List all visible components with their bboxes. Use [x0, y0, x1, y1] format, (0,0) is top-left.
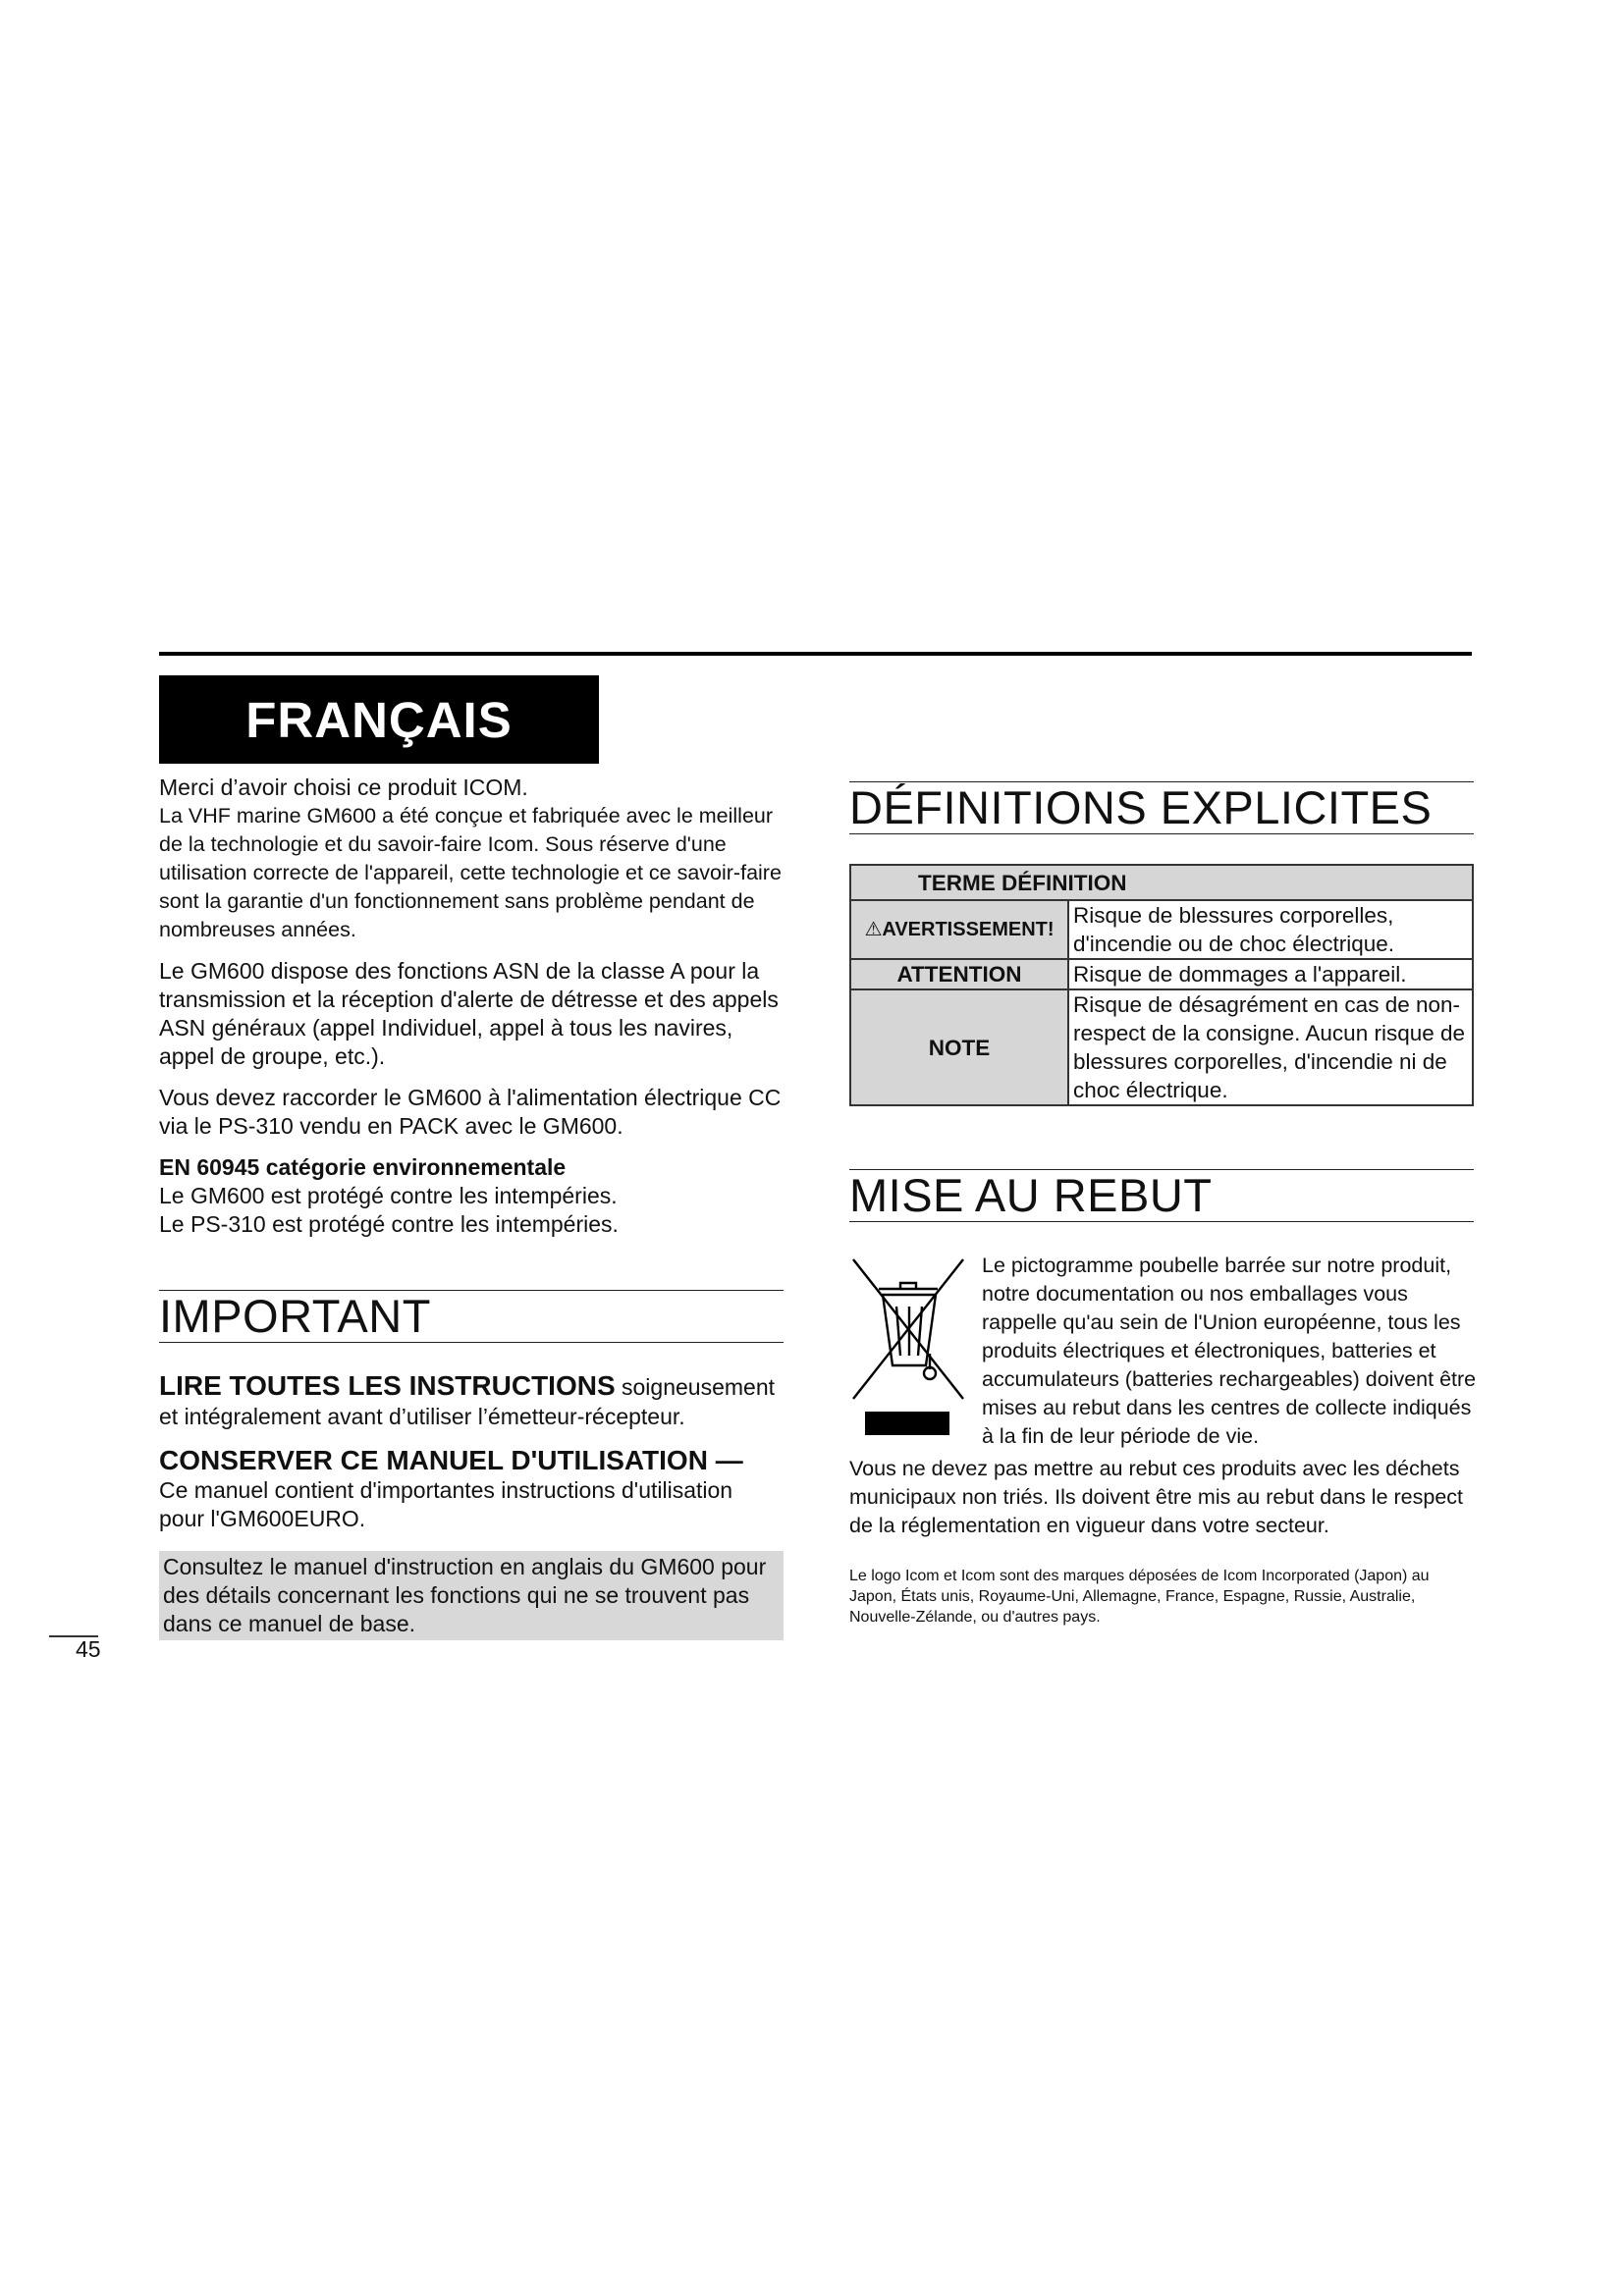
disposal-block [849, 1252, 1477, 1458]
term-warning: ⚠AVERTISSEMENT! [850, 900, 1068, 959]
table-row [850, 959, 1473, 989]
environment-title: EN 60945 catégorie environnementale [159, 1154, 567, 1180]
disposal-text: Le pictogramme poubelle barrée sur notre produit, notre documentation ou nos emballages vous rappelle qu'au sein de l'Union européenne, tous les produits électriques et électroniques, batteries et accumulateurs (batteries rechargeables) doivent être mises au rebut dans les centres de collecte indiqués à la fin de leur période de vie. [982, 1254, 1477, 1448]
crossed-out-wheelie-bin-icon [849, 1252, 967, 1409]
english-manual-note: Consultez le manuel d'instruction en anglais du GM600 pour des détails concernant les fonctions qui ne se trouvent pas dans ce manuel de base. [159, 1551, 784, 1640]
term-caution: ATTENTION [850, 959, 1068, 989]
read-instructions-inline: soigneusement [615, 1374, 776, 1400]
left-column [159, 774, 784, 1640]
keep-manual-text: Ce manuel contient d'importantes instructions d'utilisation pour l'GM600EURO. [159, 1477, 733, 1531]
environment-line-2: Le PS-310 est protégé contre les intempéries. [159, 1211, 619, 1237]
definitions-heading: DÉFINITIONS EXPLICITES [849, 781, 1474, 834]
read-instructions-title: LIRE TOUTES LES INSTRUCTIONS [159, 1370, 616, 1401]
disposal-text-continued: Vous ne devez pas mettre au rebut ces produits avec les déchets municipaux non triés. Ils doivent être mis au rebut dans le respect de la réglementation en vigueur dans votre secteur. [849, 1457, 1464, 1537]
intro-paragraph-1 [159, 774, 784, 944]
environment-section [159, 1153, 784, 1239]
top-rule [159, 652, 1472, 656]
definitions-table-header-row [850, 865, 1473, 900]
intro-description: La VHF marine GM600 a été conçue et fabriquée avec le meilleur de la technologie et du savoir-faire Icom. Sous réserve d'une utilisation correcte de l'appareil, cette technologie et ce savoir-faire sont la garantie d'un fonctionnement sans problème pendant de nombreuses années. [159, 804, 782, 941]
right-column [849, 781, 1477, 1628]
page-number: 45 [76, 1636, 101, 1662]
definition-warning: Risque de blessures corporelles, d'incendie ou de choc électrique. [1068, 900, 1473, 959]
keep-manual-title: CONSERVER CE MANUEL D'UTILISATION [159, 1445, 708, 1475]
environment-line-1: Le GM600 est protégé contre les intempéries. [159, 1183, 618, 1208]
intro-greeting: Merci d’avoir choisi ce produit ICOM. [159, 774, 528, 800]
intro-paragraph-2: Le GM600 dispose des fonctions ASN de la classe A pour la transmission et la réception d'alerte de détresse et des appels ASN généraux (appel Individuel, appel à tous les navires, appel de groupe, etc.). [159, 958, 779, 1069]
definition-caution: Risque de dommages a l'appareil. [1068, 959, 1473, 989]
read-instructions [159, 1370, 784, 1403]
language-banner: FRANÇAIS [159, 675, 599, 764]
disposal-heading: MISE AU REBUT [849, 1169, 1474, 1222]
definitions-table [849, 864, 1474, 1106]
definition-note: Risque de désagrément en cas de non-respect de la consigne. Aucun risque de blessures corporelles, d'incendie ni de choc électrique. [1068, 989, 1473, 1105]
trademark-notice: Le logo Icom et Icom sont des marques déposées de Icom Incorporated (Japon) au Japon, États unis, Royaume-Uni, Allemagne, France, Espagne, Russie, Australie, Nouvelle-Zélande, ou d'autres pays. [849, 1568, 1430, 1626]
read-instructions-text: et intégralement avant d’utiliser l’émetteur-récepteur. [159, 1404, 685, 1429]
weee-black-bar [865, 1412, 949, 1435]
important-heading: IMPORTANT [159, 1290, 784, 1343]
intro-paragraph-3: Vous devez raccorder le GM600 à l'alimentation électrique CC via le PS-310 vendu en PACK avec le GM600. [159, 1085, 782, 1139]
term-note: NOTE [850, 989, 1068, 1105]
keep-manual [159, 1445, 784, 1476]
keep-manual-dash: — [707, 1445, 743, 1475]
definitions-table-header: TERME DÉFINITION [850, 865, 1473, 900]
table-row [850, 989, 1473, 1105]
table-row [850, 900, 1473, 959]
